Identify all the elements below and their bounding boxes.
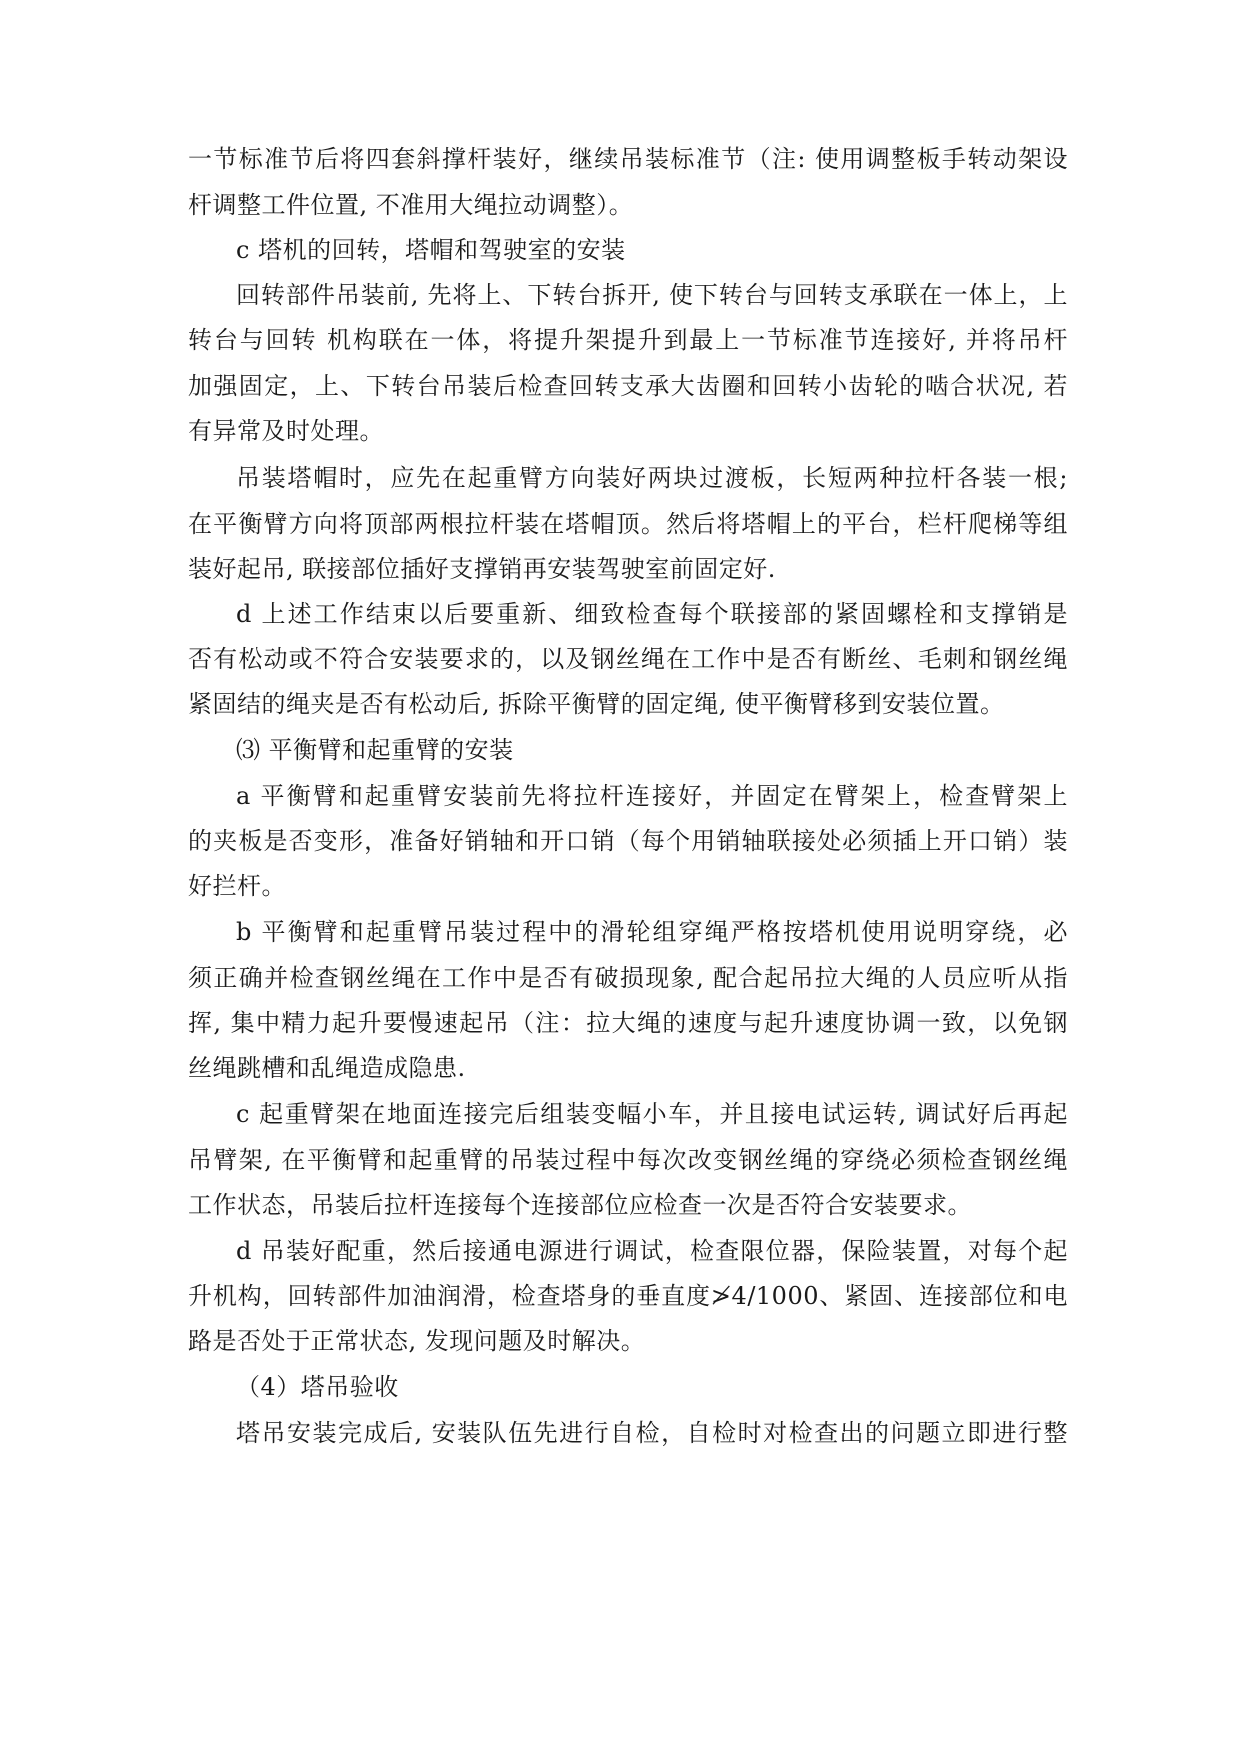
paragraph-first-line: d 上述工作结束以后要重新、细致检查每个联接部的紧固螺栓和支撑销是	[236, 600, 1068, 628]
body-line: 挥, 集中精力起升要慢速起吊（注：拉大绳的速度与起升速度协调一致，以免钢	[188, 1009, 1068, 1037]
paragraph-first-line: c 起重臂架在地面连接完后组装变幅小车，并且接电试运转, 调试好后再起	[236, 1100, 1068, 1128]
body-line: 在平衡臂方向将顶部两根拉杆装在塔帽顶。然后将塔帽上的平台，栏杆爬梯等组	[188, 510, 1068, 538]
body-line: 杆调整工件位置, 不准用大绳拉动调整）。	[188, 191, 634, 219]
paragraph-first-line: d 吊装好配重，然后接通电源进行调试，检查限位器，保险装置，对每个起	[236, 1237, 1068, 1265]
body-line: 路是否处于正常状态, 发现问题及时解决。	[188, 1327, 646, 1355]
section-heading: c 塔机的回转，塔帽和驾驶室的安装	[236, 236, 626, 264]
body-line: 紧固结的绳夹是否有松动后, 拆除平衡臂的固定绳, 使平衡臂移到安装位置。	[188, 690, 1005, 718]
paragraph-first-line: b 平衡臂和起重臂吊装过程中的滑轮组穿绳严格按塔机使用说明穿绕，必	[236, 918, 1068, 946]
body-line: 有异常及时处理。	[188, 417, 384, 445]
body-line: 否有松动或不符合安装要求的，以及钢丝绳在工作中是否有断丝、毛刺和钢丝绳	[188, 645, 1068, 673]
body-line: 好拦杆。	[188, 872, 286, 900]
paragraph-first-line: 塔吊安装完成后, 安装队伍先进行自检，自检时对检查出的问题立即进行整	[236, 1419, 1068, 1447]
paragraph-first-line: 回转部件吊装前, 先将上、下转台拆开, 使下转台与回转支承联在一体上，上	[236, 281, 1068, 309]
body-line: 工作状态，吊装后拉杆连接每个连接部位应检查一次是否符合安装要求。	[188, 1191, 972, 1219]
body-line: 装好起吊, 联接部位插好支撑销再安装驾驶室前固定好.	[188, 555, 776, 583]
body-line: 丝绳跳槽和乱绳造成隐患.	[188, 1054, 466, 1082]
body-line: 一节标准节后将四套斜撑杆装好，继续吊装标准节（注: 使用调整板手转动架设	[188, 145, 1068, 173]
section-heading: （4）塔吊验收	[236, 1373, 399, 1401]
body-line: 加强固定，上、下转台吊装后检查回转支承大齿圈和回转小齿轮的啮合状况, 若	[188, 372, 1068, 400]
body-line: 须正确并检查钢丝绳在工作中是否有破损现象, 配合起吊拉大绳的人员应听从指	[188, 964, 1068, 992]
body-line: 升机构，回转部件加油润滑，检查塔身的垂直度≯4/1000、紧固、连接部位和电	[188, 1282, 1068, 1310]
body-line: 的夹板是否变形，准备好销轴和开口销（每个用销轴联接处必须插上开口销）装	[188, 827, 1068, 855]
section-heading: ⑶ 平衡臂和起重臂的安装	[236, 736, 514, 764]
paragraph-first-line: a 平衡臂和起重臂安装前先将拉杆连接好，并固定在臂架上，检查臂架上	[236, 782, 1068, 810]
body-line: 转台与回转 机构联在一体，将提升架提升到最上一节标准节连接好, 并将吊杆	[188, 326, 1068, 354]
paragraph-first-line: 吊装塔帽时，应先在起重臂方向装好两块过渡板，长短两种拉杆各装一根;	[236, 464, 1068, 492]
body-line: 吊臂架, 在平衡臂和起重臂的吊装过程中每次改变钢丝绳的穿绕必须检查钢丝绳	[188, 1146, 1068, 1174]
